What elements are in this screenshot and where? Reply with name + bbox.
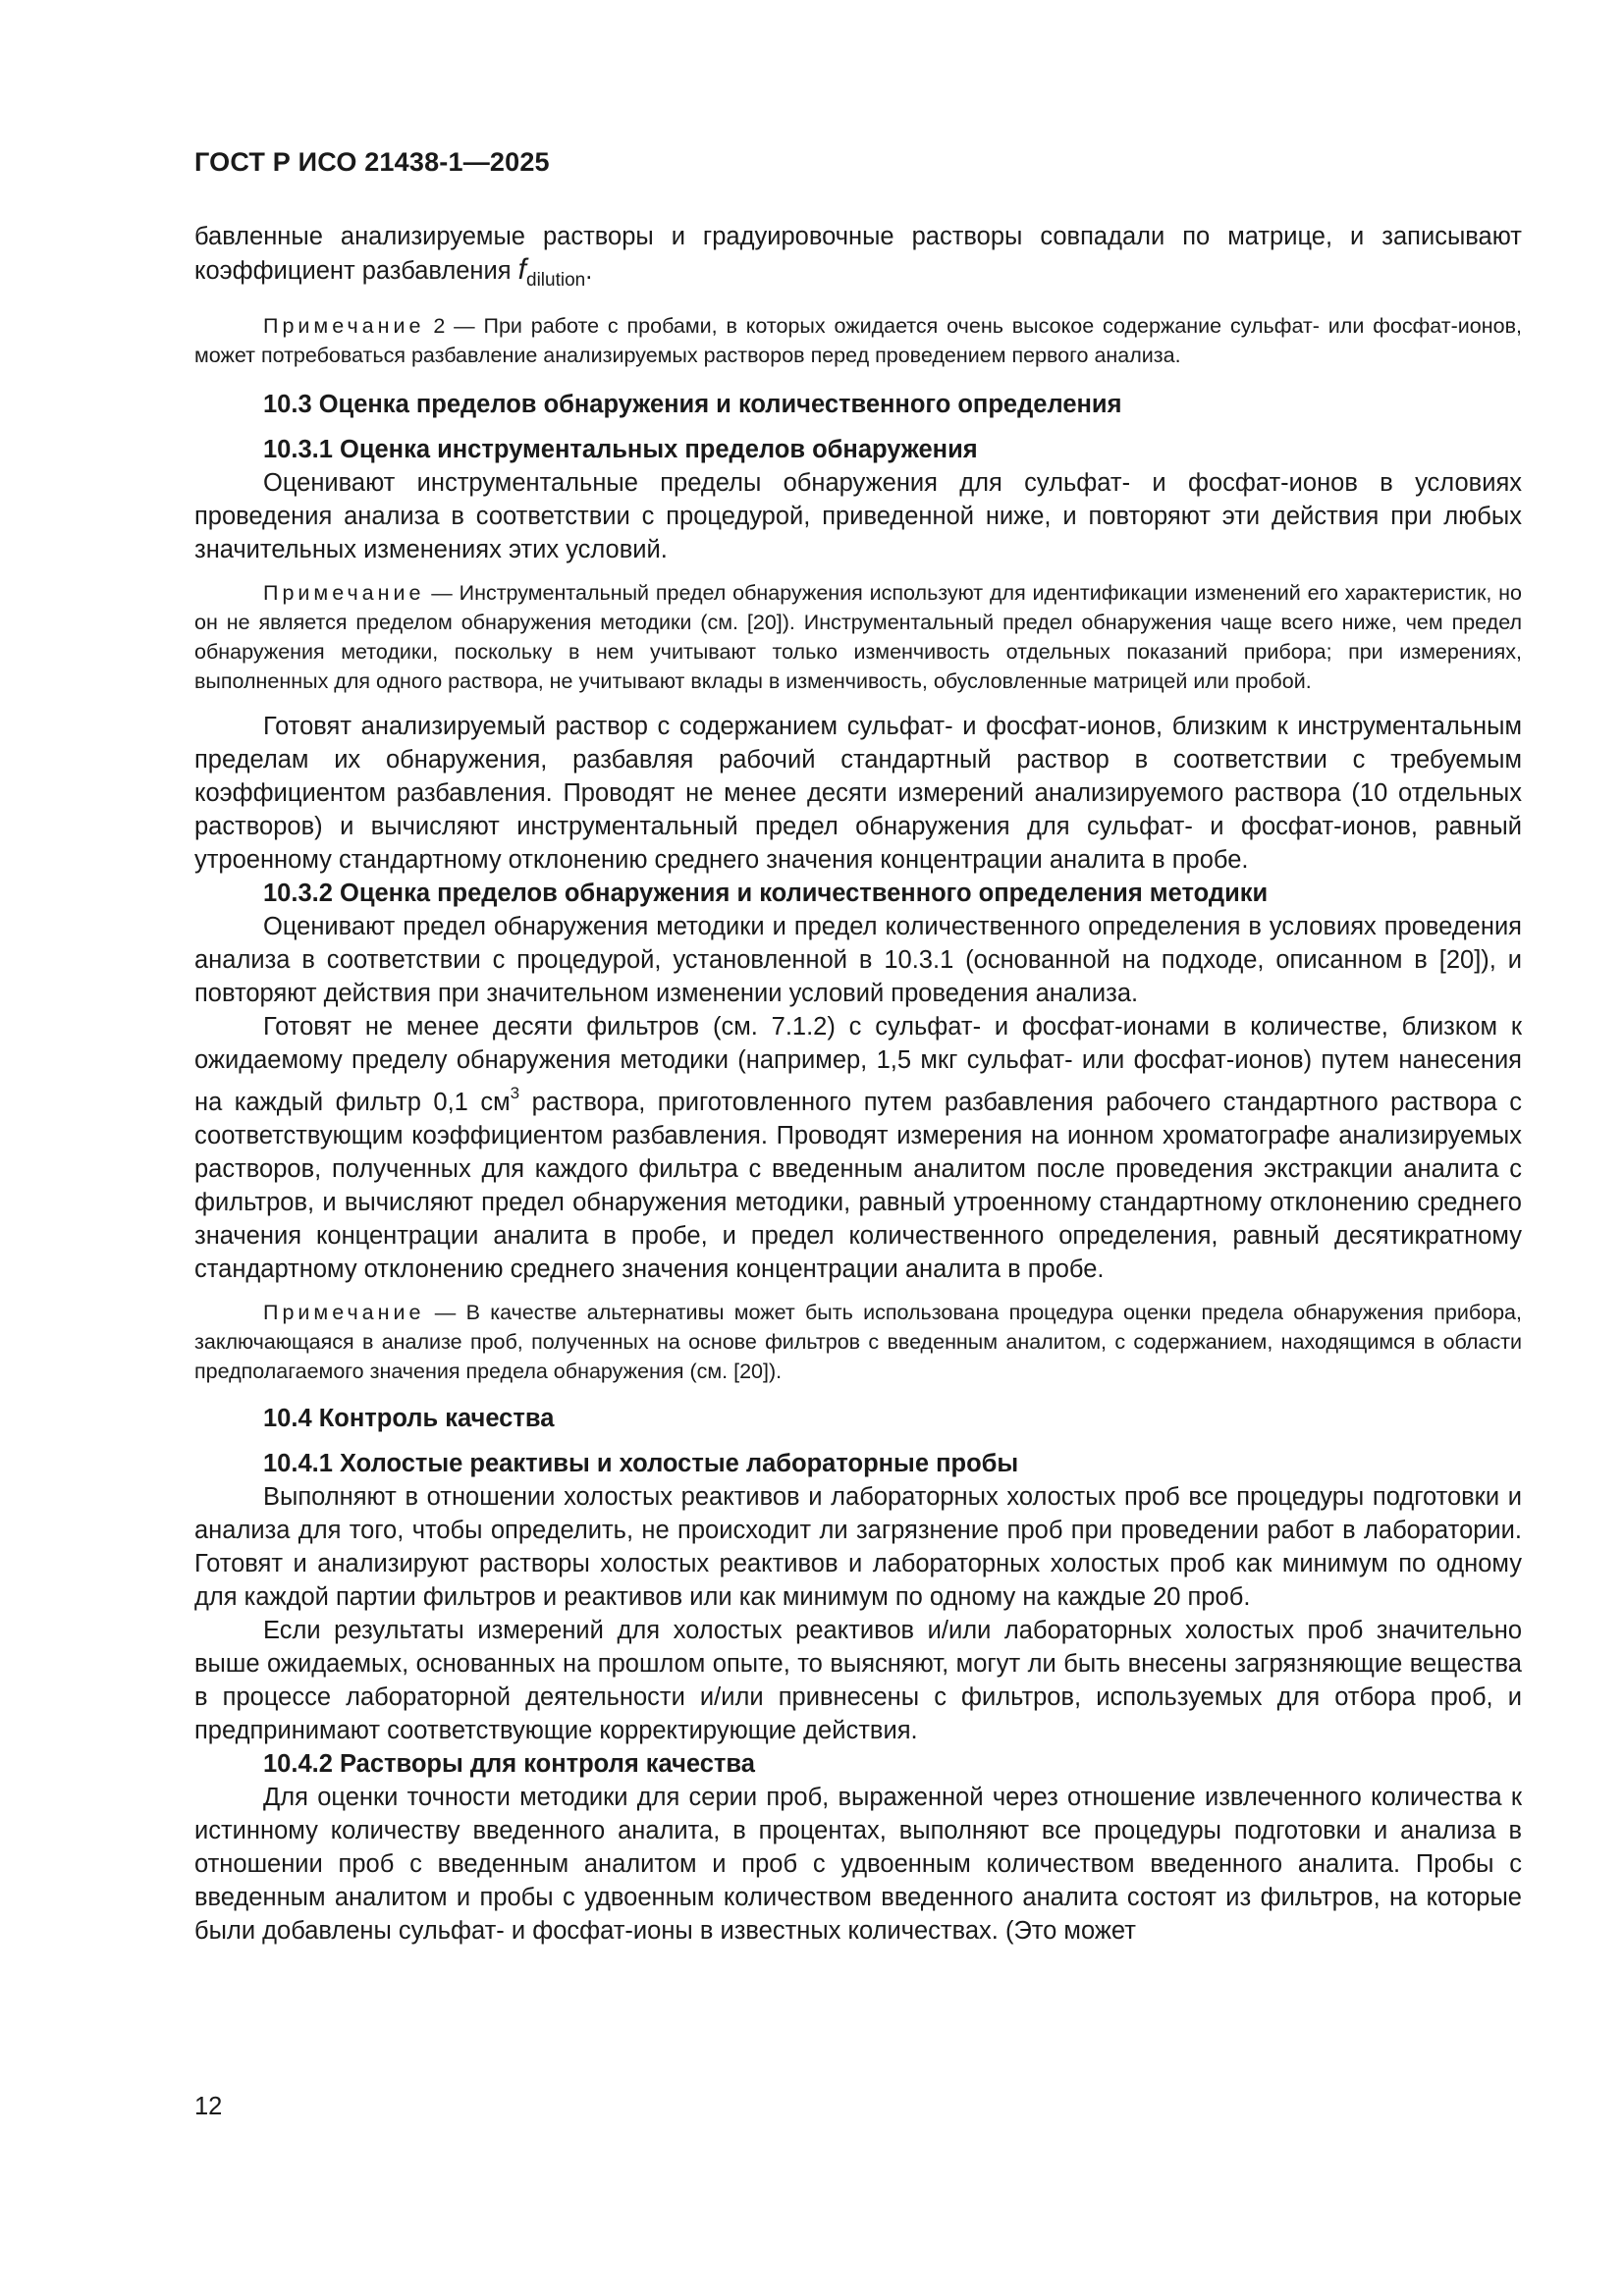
document-header: ГОСТ Р ИСО 21438-1—2025 <box>194 147 550 177</box>
document-body <box>194 220 1522 1948</box>
section-10-3-2-note: Примечание — В качестве альтернативы может быть использована процедура оценки предела обнаружения прибора, заключающаяся в анализе проб, полученных на основе фильтров с введенным аналитом, с содержанием, находящимся в области предполагаемого значения предела обнаружения (см. [20]). <box>194 1301 1522 1383</box>
section-10-3-1-paragraph-1: Оценивают инструментальные пределы обнаружения для сульфат- и фосфат-ионов в условиях проведения анализа в соответствии с процедурой, приведенной ниже, и повторяют эти действия при любых значительных изменениях этих условий. <box>194 469 1522 563</box>
section-10-3-1-paragraph-2: Готовят анализируемый раствор с содержанием сульфат- и фосфат-ионов, близким к инструментальным пределам их обнаружения, разбавляя рабочий стандартный раствор в соответствии с требуемым коэффициентом разбавления. Проводят не менее десяти измерений анализируемого раствора (10 отдельных растворов) и вычисляют инструментальный предел обнаружения для сульфат- и фосфат-ионов, равный утроенному стандартному отклонению среднего значения концентрации аналита в пробе. <box>194 713 1522 874</box>
section-10-3-1-note: Примечание — Инструментальный предел обнаружения используют для идентификации изменений его характеристик, но он не является пределом обнаружения методики (см. [20]). Инструментальный предел обнаружения чаще всего ниже, чем предел обнаружения методики, поскольку в нем учитывают только изменчивость отдельных показаний прибора; при измерениях, выполненных для одного раствора, не учитывают вклады в изменчивость, обусловленные матрицей или пробой. <box>194 581 1522 693</box>
page-number: 12 <box>194 2093 223 2120</box>
note-label: Примечание <box>263 314 425 338</box>
cubic-superscript: 3 <box>510 1084 520 1102</box>
section-10-4-2-paragraph-1: Для оценки точности методики для серии проб, выраженной через отношение извлеченного количества к истинному количеству введенного аналита, в процентах, выполняют все процедуры подготовки и анализа в отношении проб с введенным аналитом и проб с удвоенным количеством введенного аналита. Пробы с введенным аналитом и пробы с удвоенным количеством введенного аналита состоят из фильтров, на которые были добавлены сульфат- и фосфат-ионы в известных количествах. (Это может <box>194 1784 1522 1945</box>
section-10-3-2-paragraph-1: Оценивают предел обнаружения методики и предел количественного определения в условиях проведения анализа в соответствии с процедурой, установленной в 10.3.1 (основанной на подходе, описанном в [20]), и повторяют действия при значительном изменении условий проведения анализа. <box>194 913 1522 1007</box>
note-label: Примечание <box>263 1301 425 1324</box>
section-10-4-title: 10.4 Контроль качества <box>263 1405 555 1432</box>
intro-paragraph: бавленные анализируемые растворы и градуировочные растворы совпадали по матрице, и записывают коэффициент разбавления $f_{dilution}$. <box>194 223 1522 291</box>
section-10-3-1-title: 10.3.1 Оценка инструментальных пределов обнаружения <box>263 436 978 463</box>
section-10-3-2-title: 10.3.2 Оценка пределов обнаружения и количественного определения методики <box>263 880 1269 907</box>
section-10-3-title: 10.3 Оценка пределов обнаружения и количественного определения <box>263 391 1122 418</box>
section-10-4-1-paragraph-2: Если результаты измерений для холостых реактивов и/или лабораторных холостых проб значительно выше ожидаемых, основанных на прошлом опыте, то выясняют, могут ли быть внесены загрязняющие вещества в процессе лабораторной деятельности и/или привнесены с фильтров, используемых для отбора проб, и предпринимают соответствующие корректирующие действия. <box>194 1617 1522 1744</box>
note-label: Примечание <box>263 581 425 605</box>
dilution-subscript: dilution <box>526 270 586 291</box>
note-2: Примечание 2 — При работе с пробами, в которых ожидается очень высокое содержание сульфат- или фосфат-ионов, может потребоваться разбавление анализируемых растворов перед проведением первого анализа. <box>194 314 1522 367</box>
section-10-4-1-title: 10.4.1 Холостые реактивы и холостые лабораторные пробы <box>263 1450 1019 1477</box>
dilution-symbol: f <box>517 253 526 286</box>
section-10-4-2-title: 10.4.2 Растворы для контроля качества <box>263 1750 755 1778</box>
section-10-3-2-paragraph-2: Готовят не менее десяти фильтров (см. 7.1.2) с сульфат- и фосфат-ионами в количестве, близком к ожидаемому пределу обнаружения методики (например, 1,5 мкг сульфат- или фосфат-ионов) путем нанесения на каждый фильтр 0,1 $см^3$ раствора, приготовленного путем разбавления рабочего стандартного раствора с соответствующим коэффициентом разбавления. Проводят измерения на ионном хроматографе анализируемых растворов, полученных для каждого фильтра с введенным аналитом после проведения экстракции аналита с фильтров, и вычисляют предел обнаружения методики, равный утроенному стандартному отклонению среднего значения концентрации аналита в пробе, и предел количественного определения, равный десятикратному стандартному отклонению среднего значения концентрации аналита в пробе. <box>194 1013 1522 1283</box>
section-10-4-1-paragraph-1: Выполняют в отношении холостых реактивов и лабораторных холостых проб все процедуры подготовки и анализа для того, чтобы определить, не происходит ли загрязнение проб при проведении работ в лаборатории. Готовят и анализируют растворы холостых реактивов и лабораторных холостых проб как минимум по одному для каждой партии фильтров и реактивов или как минимум по одному на каждые 20 проб. <box>194 1483 1522 1611</box>
